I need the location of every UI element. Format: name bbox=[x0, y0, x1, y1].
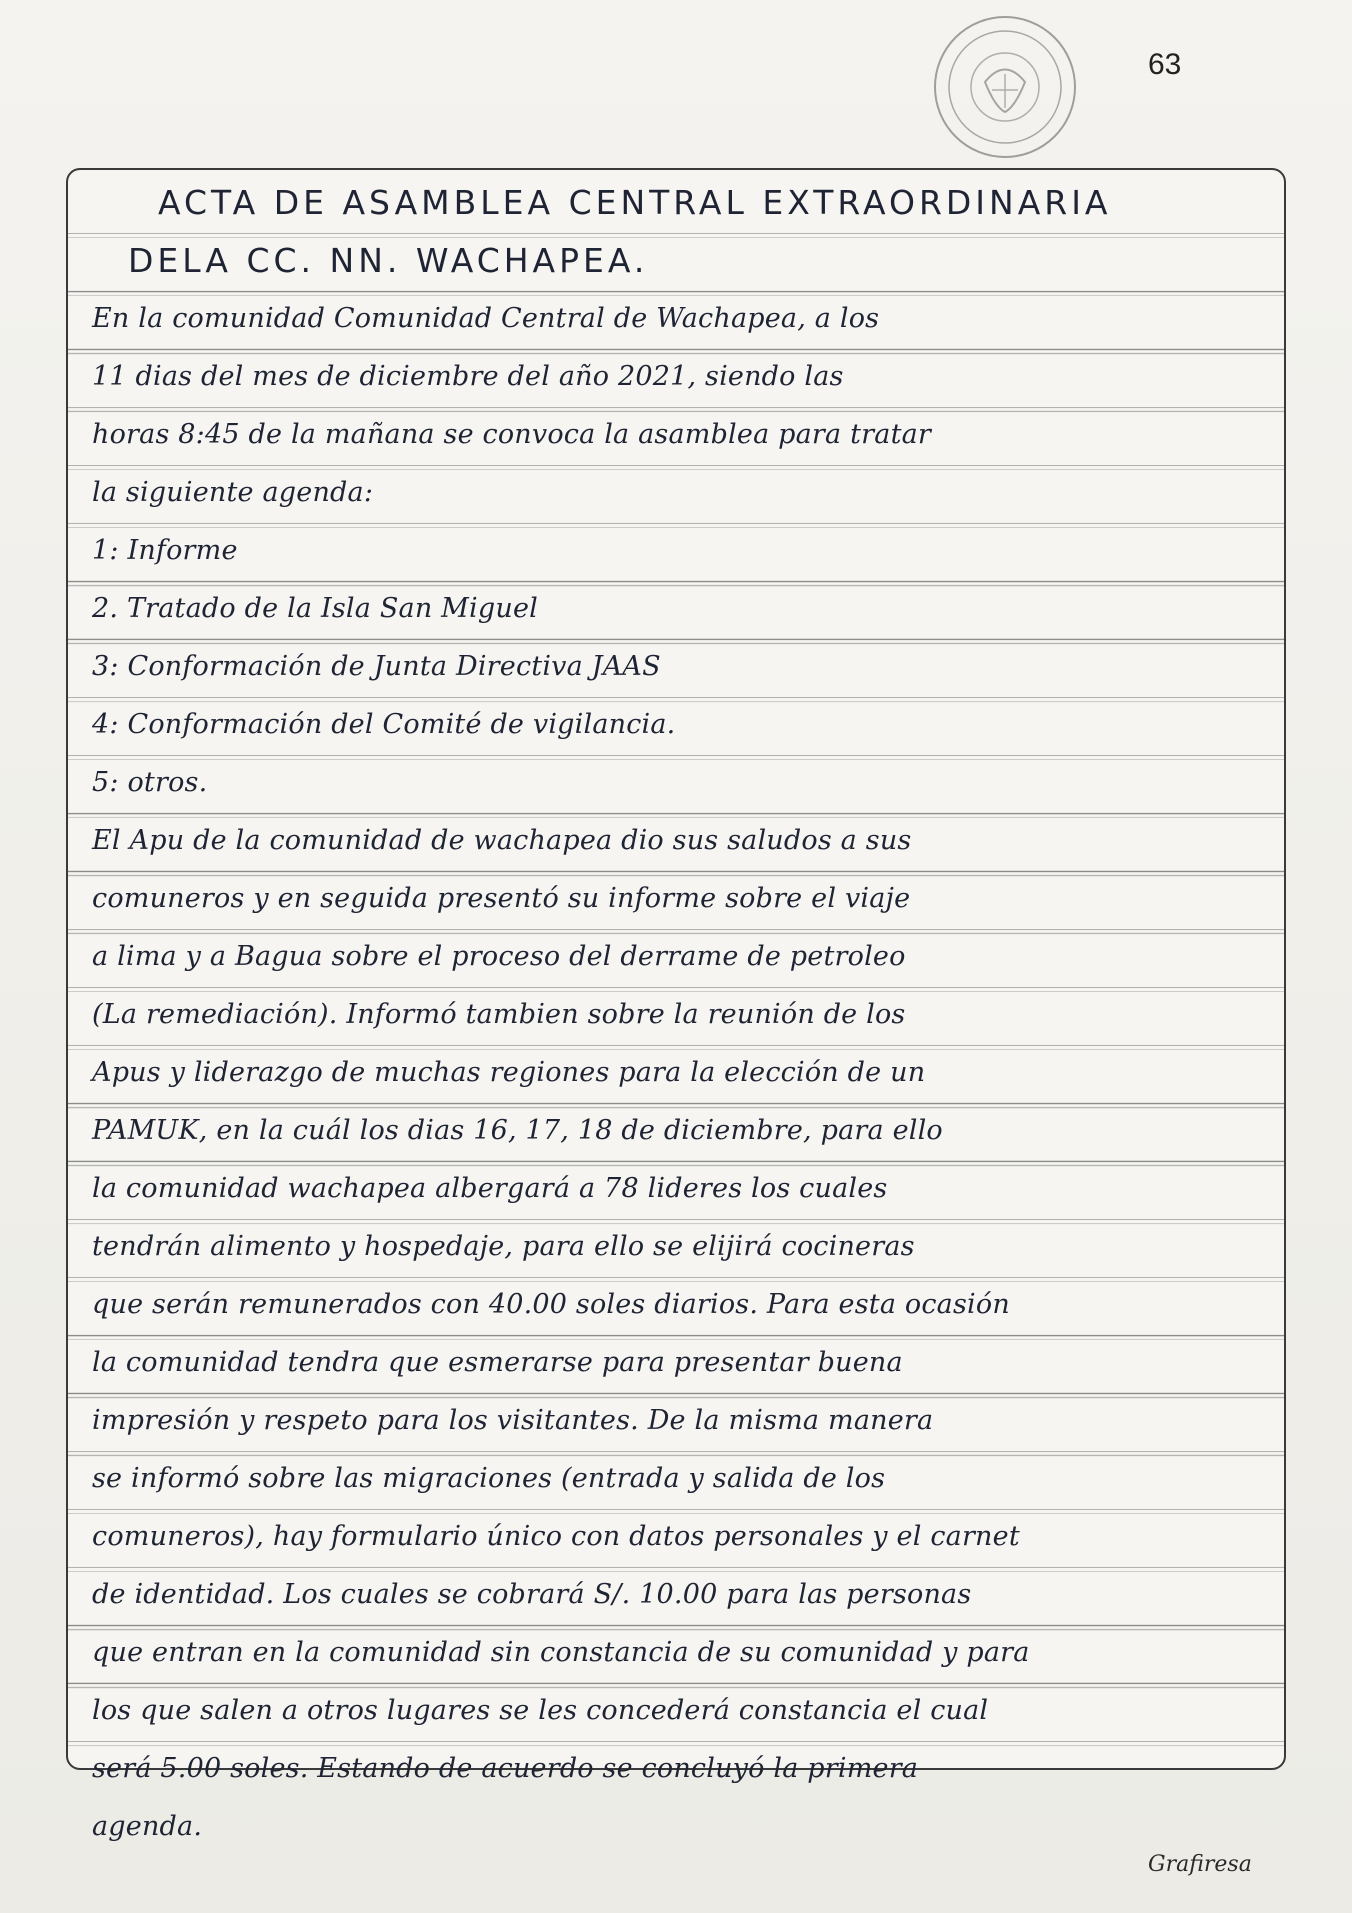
printer-mark: Grafiresa bbox=[1148, 1852, 1252, 1877]
text-line: se informó sobre las migraciones (entrada y salida de los bbox=[92, 1463, 886, 1494]
text-line: que serán remunerados con 40.00 soles diarios. Para esta ocasión bbox=[92, 1289, 1010, 1320]
text-line: En la comunidad Comunidad Central de Wachapea, a los bbox=[92, 303, 880, 334]
text-line: tendrán alimento y hospedaje, para ello se elijirá cocineras bbox=[92, 1231, 915, 1262]
agenda-item-4: 4: Conformación del Comité de vigilancia. bbox=[92, 709, 676, 740]
text-line: 11 dias del mes de diciembre del año 2021, siendo las bbox=[92, 361, 844, 392]
agenda-item-3: 3: Conformación de Junta Directiva JAAS bbox=[92, 651, 661, 682]
text-line: horas 8:45 de la mañana se convoca la asamblea para tratar bbox=[92, 419, 932, 450]
document-title-line-2: DELA CC. NN. WACHAPEA. bbox=[128, 241, 649, 280]
text-line: la comunidad wachapea albergará a 78 lideres los cuales bbox=[92, 1173, 888, 1204]
document-title-line-1: ACTA DE ASAMBLEA CENTRAL EXTRAORDINARIA bbox=[158, 183, 1112, 222]
agenda-item-2: 2. Tratado de la Isla San Miguel bbox=[92, 593, 538, 624]
text-line: que entran en la comunidad sin constancia de su comunidad y para bbox=[92, 1637, 1030, 1668]
text-line: Apus y liderazgo de muchas regiones para la elección de un bbox=[92, 1057, 926, 1088]
text-line: comuneros), hay formulario único con datos personales y el carnet bbox=[92, 1521, 1020, 1552]
page-number: 63 bbox=[1148, 48, 1182, 81]
text-line: de identidad. Los cuales se cobrará S/. 10.00 para las personas bbox=[92, 1579, 972, 1610]
text-line: impresión y respeto para los visitantes. De la misma manera bbox=[92, 1405, 934, 1436]
text-line: PAMUK, en la cuál los dias 16, 17, 18 de diciembre, para ello bbox=[92, 1115, 943, 1146]
text-line: (La remediación). Informó tambien sobre la reunión de los bbox=[92, 999, 906, 1030]
official-seal bbox=[930, 12, 1080, 162]
agenda-item-1: 1: Informe bbox=[92, 535, 238, 566]
agenda-item-5: 5: otros. bbox=[92, 767, 208, 798]
text-line: la comunidad tendra que esmerarse para presentar buena bbox=[92, 1347, 903, 1378]
text-line: comuneros y en seguida presentó su informe sobre el viaje bbox=[92, 883, 911, 914]
text-line: será 5.00 soles. Estando de acuerdo se concluyó la primera bbox=[92, 1753, 919, 1784]
ruled-sheet bbox=[66, 168, 1286, 1842]
text-line: agenda. bbox=[92, 1811, 203, 1842]
text-line: a lima y a Bagua sobre el proceso del derrame de petroleo bbox=[92, 941, 906, 972]
text-line: El Apu de la comunidad de wachapea dio sus saludos a sus bbox=[92, 825, 912, 856]
text-line: la siguiente agenda: bbox=[92, 477, 374, 508]
text-line: los que salen a otros lugares se les concederá constancia el cual bbox=[92, 1695, 989, 1726]
